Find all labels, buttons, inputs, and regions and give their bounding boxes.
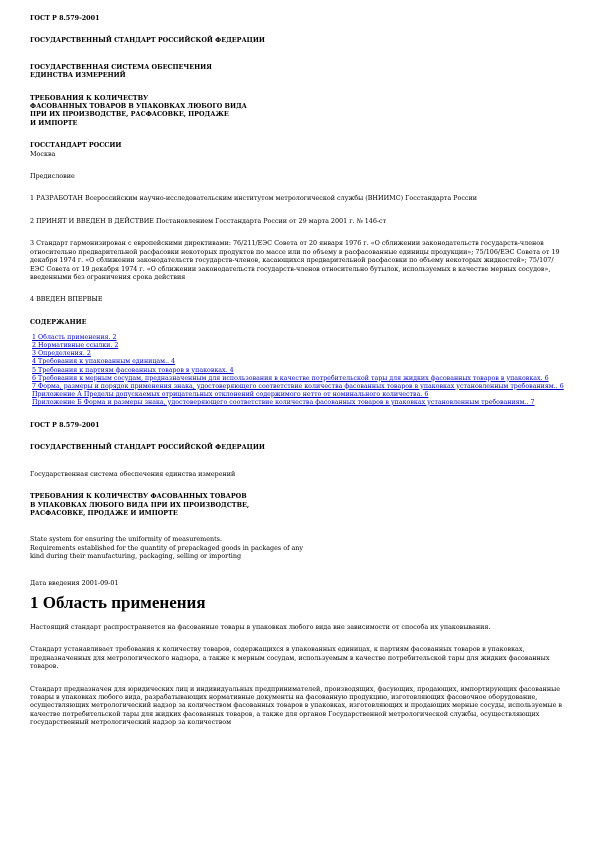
section-1-para-2: Стандарт устанавливает требования к количеству товаров, содержащихся в упакованных единицах, к партиям фасованных товаров в упаковках, предназначенных для метрологического надзора, а также к мерным сосудам, используемым в качестве потребительской тары для жидких фасованных товаров. — [30, 645, 550, 671]
system-title: Государственная система обеспечения единства измерений — [30, 469, 236, 478]
preface-item-1: 1 РАЗРАБОТАН Всероссийским научно-исследовательским институтом метрологической службы (ВНИИМС) Госстандарта России — [30, 194, 477, 203]
doc-id-2: ГОСТ Р 8.579-2001 — [30, 420, 100, 429]
section-1-para-3: Стандарт предназначен для юридических лиц и индивидуальных предпринимателей, производящих, фасующих, продающих, импортирующих фасованные товары в упаковках любого вида, разрабатывающих нормативные документы на фасованную продукцию, изготовляющих фасовочное оборудование, осуществляющих метрологический надзор за количеством фасованных товаров в упаковках, изготовляющих и продающих мерные сосуды, используемые в качестве потребительской тары для жидких фасованных товаров, а также для органов Государственной метрологической службы, осуществляющих государственный метрологический надзор за количеством — [30, 684, 562, 727]
toc-link-appendix-b[interactable]: Приложение Б Форма и размеры знака, удостоверяющего соответствие количества фасованных товаров в упаковках установленным требованиям.. 7 — [32, 398, 535, 406]
preface-heading: Предисловие — [30, 172, 75, 181]
toc-link-7[interactable]: 7 Форма, размеры и порядок применения знака, удостоверяющего соответствие количества фасованных товаров в упаковках установленным требованиям.. 6 — [32, 382, 564, 390]
toc-link-2[interactable]: 2 Нормативные ссылки. 2 — [32, 342, 119, 350]
toc-heading: СОДЕРЖАНИЕ — [30, 317, 87, 326]
intro-date: Дата введения 2001-09-01 — [30, 578, 119, 587]
section-1-heading: 1 Область применения — [30, 593, 206, 613]
preface-item-4: 4 ВВЕДЕН ВПЕРВЫЕ — [30, 295, 103, 304]
state-standard-heading-2: ГОСУДАРСТВЕННЫЙ СТАНДАРТ РОССИЙСКОЙ ФЕДЕРАЦИИ — [30, 443, 265, 452]
city: Москва — [30, 149, 56, 158]
section-1-para-1: Настоящий стандарт распространяется на фасованные товары в упаковках любого вида вне зависимости от способа их упаковывания. — [30, 623, 491, 632]
toc-link-5[interactable]: 5 Требования к партиям фасованных товаров в упаковках. 4 — [32, 366, 234, 374]
toc-link-4[interactable]: 4 Требования к упакованным единицам.. 4 — [32, 358, 176, 366]
toc-link-1[interactable]: 1 Область применения. 2 — [32, 334, 117, 342]
preface-item-3: 3 Стандарт гармонизирован с европейскими директивами: 76/211/ЕЭС Совета от 20 января 1976 г. «О сближении законодательств государств-членов относительно предварительной расфасовки некоторых продуктов по массе или по объему в расфасованные единицы продукции»; 75/106/ЕЭС Совета от 19 декабря 1974 г. «О сближении законодательств государств-членов, касающихся предварительной расфасовки по объему некоторых жидкостей»; 75/107/ЕЭС Совета от 19 декабря 1974 г. «О сближении законодательств государств-членов относительно бутылок, используемых в качестве мерных сосудов», введенными без ограничения срока действия — [30, 239, 560, 281]
table-of-contents — [32, 334, 565, 407]
requirements-title-2: ТРЕБОВАНИЯ К КОЛИЧЕСТВУ ФАСОВАННЫХ ТОВАРОВ В УПАКОВКАХ ЛЮБОГО ВИДА ПРИ ИХ ПРОИЗВОДСТВЕ, РАСФАСОВКЕ, ПРОДАЖЕ И ИМПОРТЕ — [30, 492, 250, 517]
requirements-title: ТРЕБОВАНИЯ К КОЛИЧЕСТВУ ФАСОВАННЫХ ТОВАРОВ В УПАКОВКАХ ЛЮБОГО ВИДА ПРИ ИХ ПРОИЗВОДСТВЕ, РАСФАСОВКЕ, ПРОДАЖЕ И ИМПОРТЕ — [30, 93, 247, 127]
toc-link-3[interactable]: 3 Определения. 2 — [32, 350, 91, 358]
english-title: State system for ensuring the uniformity of measurements. Requirements established for the quantity of prepackaged goods in packages of any kind during their manufacturing, packaging, selling or importing — [30, 535, 304, 561]
document-page — [30, 14, 565, 727]
doc-id: ГОСТ Р 8.579-2001 — [30, 14, 100, 22]
toc-link-6[interactable]: 6 Требования к мерным сосудам, предназначенным для использования в качестве потребительской тары для жидких фасованных товаров в упаковках. 6 — [32, 374, 549, 382]
preface-item-2: 2 ПРИНЯТ И ВВЕДЕН В ДЕЙСТВИЕ Постановлением Госстандарта России от 29 марта 2001 г. № 146-ст — [30, 216, 387, 225]
toc-link-appendix-a[interactable]: Приложение А Пределы допускаемых отрицательных отклонений содержимого нетто от номинального количества. 6 — [32, 390, 429, 398]
publisher: ГОССТАНДАРТ РОССИИ — [30, 141, 122, 150]
state-standard-heading: ГОСУДАРСТВЕННЫЙ СТАНДАРТ РОССИЙСКОЙ ФЕДЕРАЦИИ — [30, 36, 265, 45]
system-title-caps: ГОСУДАРСТВЕННАЯ СИСТЕМА ОБЕСПЕЧЕНИЯ ЕДИНСТВА ИЗМЕРЕНИЙ — [30, 62, 212, 80]
